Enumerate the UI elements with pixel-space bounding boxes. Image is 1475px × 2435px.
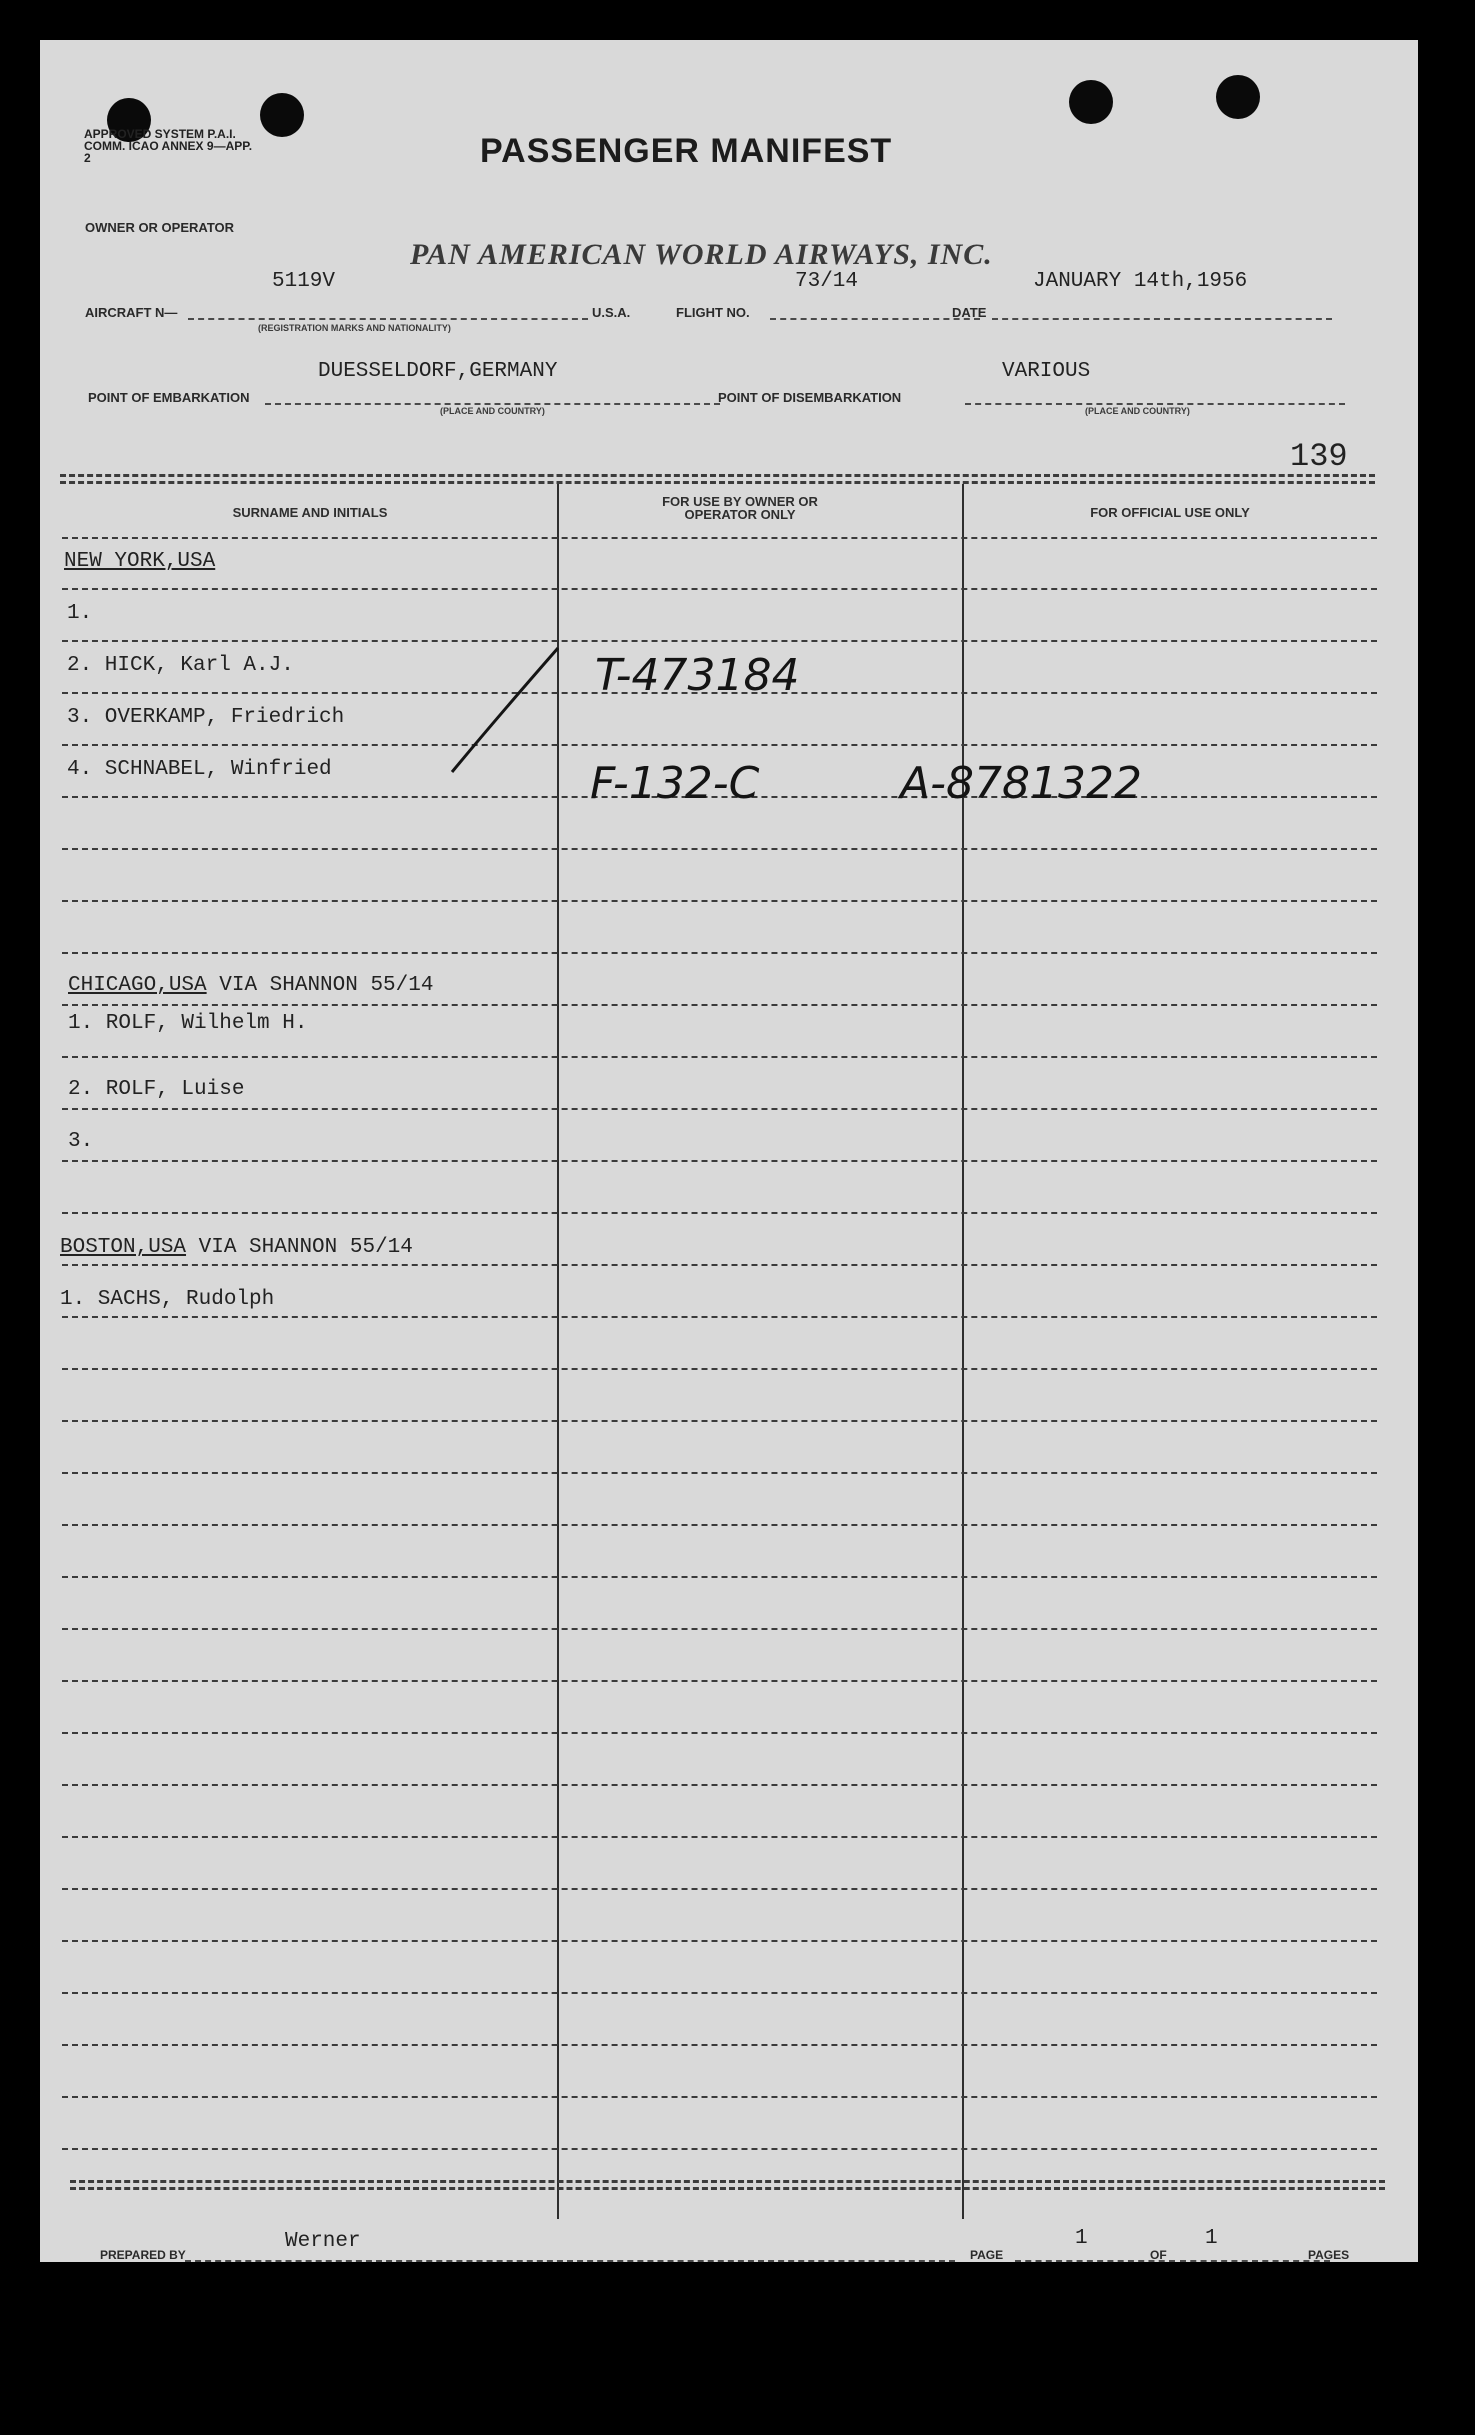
embarkation-value: DUESSELDORF,GERMANY xyxy=(318,360,558,383)
handwritten-slash-mark xyxy=(440,640,570,780)
pages-label: PAGES xyxy=(1308,2248,1350,2262)
passenger-row: 1. ROLF, Wilhelm H. xyxy=(68,1012,308,1035)
passenger-row: 1. xyxy=(67,602,93,625)
passenger-row: 3. OVERKAMP, Friedrich xyxy=(67,706,345,729)
date-value: JANUARY 14th,1956 xyxy=(1033,270,1248,293)
handwritten-visa-number: F-132-C xyxy=(590,758,760,809)
aircraft-label: AIRCRAFT N— xyxy=(85,305,178,320)
date-label: DATE xyxy=(952,305,987,320)
embarkation-label: POINT OF EMBARKATION xyxy=(88,390,250,405)
punch-hole xyxy=(1216,75,1260,119)
column-header-owner-use: FOR USE BY OWNER OR OPERATOR ONLY xyxy=(662,494,818,522)
approval-note: APPROVED SYSTEM P.A.I. COMM. ICAO ANNEX 9—APP. 2 xyxy=(84,127,253,165)
handwritten-passport-number: A-8781322 xyxy=(900,758,1142,809)
passenger-row: 1. SACHS, Rudolph xyxy=(60,1288,275,1311)
embarkation-place-note: (PLACE AND COUNTRY) xyxy=(440,406,545,416)
destination-heading: NEW YORK,USA xyxy=(64,550,216,573)
disembarkation-place-note: (PLACE AND COUNTRY) xyxy=(1085,406,1190,416)
owner-value: PAN AMERICAN WORLD AIRWAYS, INC. xyxy=(410,238,993,271)
flight-label: FLIGHT NO. xyxy=(676,305,750,320)
owner-label: OWNER OR OPERATOR xyxy=(85,220,235,235)
page-total: 1 xyxy=(1205,2227,1218,2250)
passenger-row: 3. xyxy=(68,1130,94,1153)
passenger-row: 2. ROLF, Luise xyxy=(68,1078,245,1101)
destination-heading: CHICAGO,USA xyxy=(68,974,207,997)
routing-note: VIA SHANNON 55/14 xyxy=(219,974,434,997)
usa-label: U.S.A. xyxy=(592,305,631,320)
destination-heading: BOSTON,USA xyxy=(60,1236,187,1259)
column-header-surname: SURNAME AND INITIALS xyxy=(232,505,388,520)
registration-note: (REGISTRATION MARKS AND NATIONALITY) xyxy=(258,323,451,333)
page-number: 1 xyxy=(1075,2227,1088,2250)
column-header-official-use: FOR OFFICIAL USE ONLY xyxy=(1090,505,1250,520)
manifest-sheet xyxy=(40,40,1418,2262)
handwritten-visa-number: T-473184 xyxy=(595,650,800,701)
page-title: PASSENGER MANIFEST xyxy=(480,132,893,170)
destination-heading-row xyxy=(68,974,433,997)
passenger-row: 4. SCHNABEL, Winfried xyxy=(67,758,332,781)
prepared-by-label: PREPARED BY xyxy=(100,2248,186,2262)
page-label: PAGE xyxy=(970,2248,1004,2262)
routing-note: VIA SHANNON 55/14 xyxy=(198,1236,413,1259)
disembarkation-value: VARIOUS xyxy=(1002,360,1091,383)
aircraft-value: 5119V xyxy=(272,270,336,293)
punch-hole xyxy=(1069,80,1113,124)
destination-heading-row xyxy=(60,1236,413,1259)
flight-value: 73/14 xyxy=(795,270,859,293)
of-label: OF xyxy=(1150,2248,1167,2262)
passenger-row: 2. HICK, Karl A.J. xyxy=(67,654,294,677)
prepared-by-value: Werner xyxy=(285,2230,361,2253)
punch-hole xyxy=(260,93,304,137)
sheet-number: 139 xyxy=(1290,438,1348,475)
disembarkation-label: POINT OF DISEMBARKATION xyxy=(718,390,902,405)
